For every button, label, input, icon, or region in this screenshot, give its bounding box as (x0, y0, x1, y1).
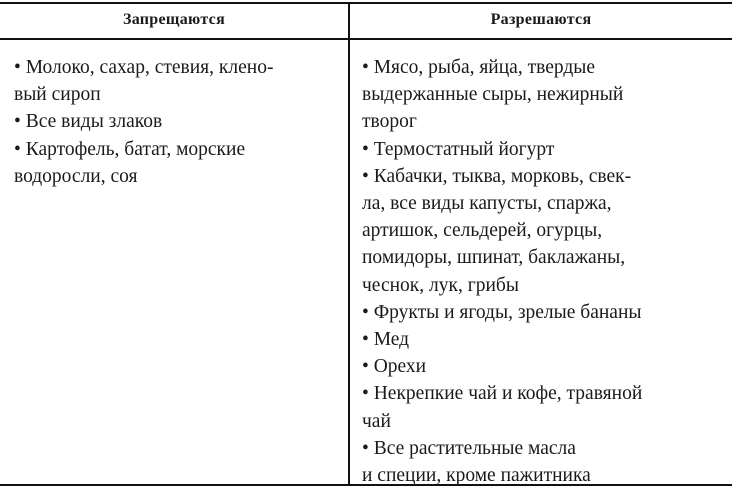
allowed-line: • Кабачки, тыква, морковь, свек- (362, 165, 632, 187)
column-divider (348, 4, 350, 484)
allowed-line: • Термостатный йогурт (362, 138, 555, 160)
allowed-line: артишок, сельдерей, огурцы, (362, 220, 603, 242)
table-header-row (0, 4, 732, 40)
allowed-line: • Фрукты и ягоды, зрелые бананы (362, 301, 642, 323)
allowed-line: ла, все виды капусты, спаржа, (362, 193, 612, 215)
column-header-forbidden: Запрещаются (122, 11, 226, 28)
allowed-line: • Некрепкие чай и кофе, травяной (362, 383, 643, 405)
forbidden-line: • Молоко, сахар, стевия, клено- (14, 57, 274, 78)
allowed-line: • Мед (362, 329, 410, 351)
forbidden-line: • Картофель, батат, морские (14, 138, 246, 160)
allowed-line: помидоры, шпинат, баклажаны, (362, 247, 626, 269)
forbidden-cell (14, 54, 342, 190)
allowed-line: творог (362, 111, 417, 133)
allowed-line: чеснок, лук, грибы (362, 274, 519, 296)
forbidden-line: водоросли, соя (14, 165, 138, 187)
allowed-line: • Все растительные масла (362, 437, 576, 459)
allowed-line: • Мясо, рыба, яйца, твердые (362, 57, 596, 78)
forbidden-line: • Все виды злаков (14, 111, 163, 133)
forbidden-line: вый сироп (14, 84, 101, 106)
allowed-line: выдержанные сыры, нежирный (362, 84, 624, 106)
allowed-cell (362, 54, 728, 489)
allowed-line: • Орехи (362, 356, 427, 378)
allowed-line: чай (362, 410, 391, 432)
column-header-allowed: Разрешаются (490, 11, 592, 28)
food-table (0, 2, 732, 486)
allowed-line: и специи, кроме пажитника (362, 465, 591, 487)
